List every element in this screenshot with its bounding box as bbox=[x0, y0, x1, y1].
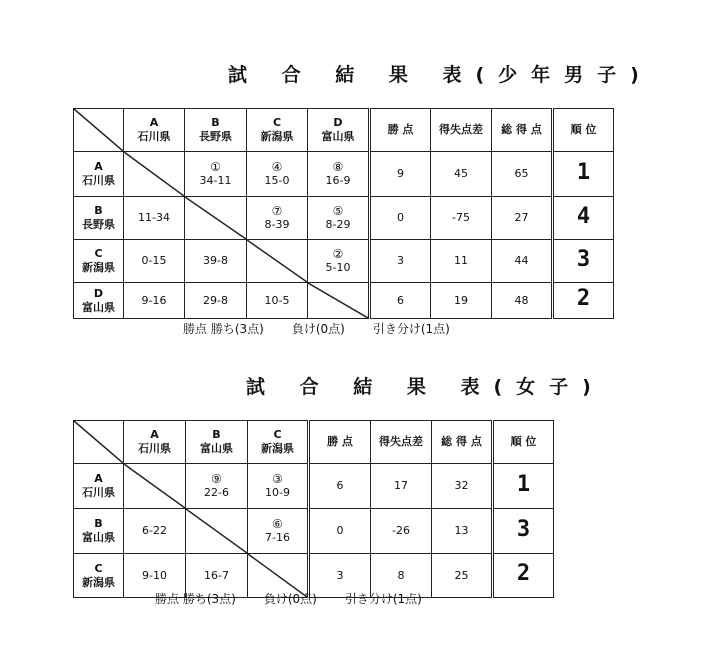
table-row bbox=[74, 464, 554, 509]
boys-title: 試 合 結 果 表(少年男子) bbox=[228, 64, 653, 86]
points-cell: 6 bbox=[370, 283, 431, 319]
points-header: 勝 点 bbox=[370, 109, 431, 152]
points-cell: 3 bbox=[309, 554, 371, 598]
match-cell: 0-15 bbox=[124, 240, 185, 283]
diff-header: 得失点差 bbox=[371, 421, 432, 464]
girls-legend: 勝点 勝ち(3点) 負け(0点) 引き分け(1点) bbox=[155, 592, 422, 606]
rank-cell: 4 bbox=[553, 197, 614, 240]
girls-title: 試 合 結 果 表(女子) bbox=[246, 376, 605, 398]
match-cell: 11-34 bbox=[124, 197, 185, 240]
rank-cell: 3 bbox=[553, 240, 614, 283]
diff-cell: 8 bbox=[371, 554, 432, 598]
diff-cell: 45 bbox=[431, 152, 492, 197]
points-cell: 0 bbox=[370, 197, 431, 240]
match-cell: ④ 15-0 bbox=[247, 152, 308, 197]
total-cell: 25 bbox=[432, 554, 493, 598]
diagonal-cell bbox=[308, 283, 370, 319]
match-cell: ⑥ 7-16 bbox=[248, 509, 309, 554]
total-header: 総 得 点 bbox=[492, 109, 553, 152]
table-row bbox=[74, 509, 554, 554]
match-cell: 29-8 bbox=[185, 283, 247, 319]
boys-results-table bbox=[73, 108, 614, 319]
match-cell: 16-7 bbox=[186, 554, 248, 598]
diff-cell: -26 bbox=[371, 509, 432, 554]
diagonal-cell bbox=[186, 509, 248, 554]
diff-header: 得失点差 bbox=[431, 109, 492, 152]
total-cell: 32 bbox=[432, 464, 493, 509]
row-header-b: B 富山県 bbox=[74, 509, 124, 554]
match-cell: ⑧ 16-9 bbox=[308, 152, 370, 197]
points-cell: 0 bbox=[309, 509, 371, 554]
match-cell: ② 5-10 bbox=[308, 240, 370, 283]
col-header-d: D 富山県 bbox=[308, 109, 370, 152]
match-cell: 10-5 bbox=[247, 283, 308, 319]
total-cell: 27 bbox=[492, 197, 553, 240]
col-header-a: A 石川県 bbox=[124, 109, 185, 152]
match-cell: ③ 10-9 bbox=[248, 464, 309, 509]
diagonal-cell bbox=[247, 240, 308, 283]
total-cell: 65 bbox=[492, 152, 553, 197]
col-header-b: B 富山県 bbox=[186, 421, 248, 464]
match-cell: 9-16 bbox=[124, 283, 185, 319]
diff-cell: -75 bbox=[431, 197, 492, 240]
match-cell: 39-8 bbox=[185, 240, 247, 283]
total-cell: 44 bbox=[492, 240, 553, 283]
diagonal-cell bbox=[124, 152, 185, 197]
col-header-c: C 新潟県 bbox=[247, 109, 308, 152]
match-cell: ⑦ 8-39 bbox=[247, 197, 308, 240]
row-header-a: A 石川県 bbox=[74, 152, 124, 197]
rank-cell: 3 bbox=[493, 509, 554, 554]
total-cell: 13 bbox=[432, 509, 493, 554]
row-header-d: D 富山県 bbox=[74, 283, 124, 319]
boys-legend: 勝点 勝ち(3点) 負け(0点) 引き分け(1点) bbox=[183, 322, 450, 336]
row-header-b: B 長野県 bbox=[74, 197, 124, 240]
table-row bbox=[74, 240, 614, 283]
rank-cell: 1 bbox=[553, 152, 614, 197]
rank-cell: 1 bbox=[493, 464, 554, 509]
total-cell: 48 bbox=[492, 283, 553, 319]
table-row bbox=[74, 283, 614, 319]
points-cell: 9 bbox=[370, 152, 431, 197]
diagonal-cell bbox=[185, 197, 247, 240]
points-header: 勝 点 bbox=[309, 421, 371, 464]
diff-cell: 19 bbox=[431, 283, 492, 319]
points-cell: 3 bbox=[370, 240, 431, 283]
rank-cell: 2 bbox=[493, 554, 554, 598]
rank-header: 順 位 bbox=[553, 109, 614, 152]
points-cell: 6 bbox=[309, 464, 371, 509]
total-header: 総 得 点 bbox=[432, 421, 493, 464]
match-cell: 6-22 bbox=[124, 509, 186, 554]
diagonal-cell bbox=[124, 464, 186, 509]
match-cell: 9-10 bbox=[124, 554, 186, 598]
corner-cell bbox=[74, 109, 124, 152]
rank-header: 順 位 bbox=[493, 421, 554, 464]
girls-results-table bbox=[73, 420, 554, 598]
col-header-b: B 長野県 bbox=[185, 109, 247, 152]
diff-cell: 11 bbox=[431, 240, 492, 283]
corner-cell bbox=[74, 421, 124, 464]
diff-cell: 17 bbox=[371, 464, 432, 509]
row-header-c: C 新潟県 bbox=[74, 240, 124, 283]
col-header-c: C 新潟県 bbox=[248, 421, 309, 464]
table-row bbox=[74, 152, 614, 197]
match-cell: ⑤ 8-29 bbox=[308, 197, 370, 240]
row-header-c: C 新潟県 bbox=[74, 554, 124, 598]
table-row bbox=[74, 197, 614, 240]
match-cell: ⑨ 22-6 bbox=[186, 464, 248, 509]
rank-cell: 2 bbox=[553, 283, 614, 319]
row-header-a: A 石川県 bbox=[74, 464, 124, 509]
match-cell: ① 34-11 bbox=[185, 152, 247, 197]
col-header-a: A 石川県 bbox=[124, 421, 186, 464]
